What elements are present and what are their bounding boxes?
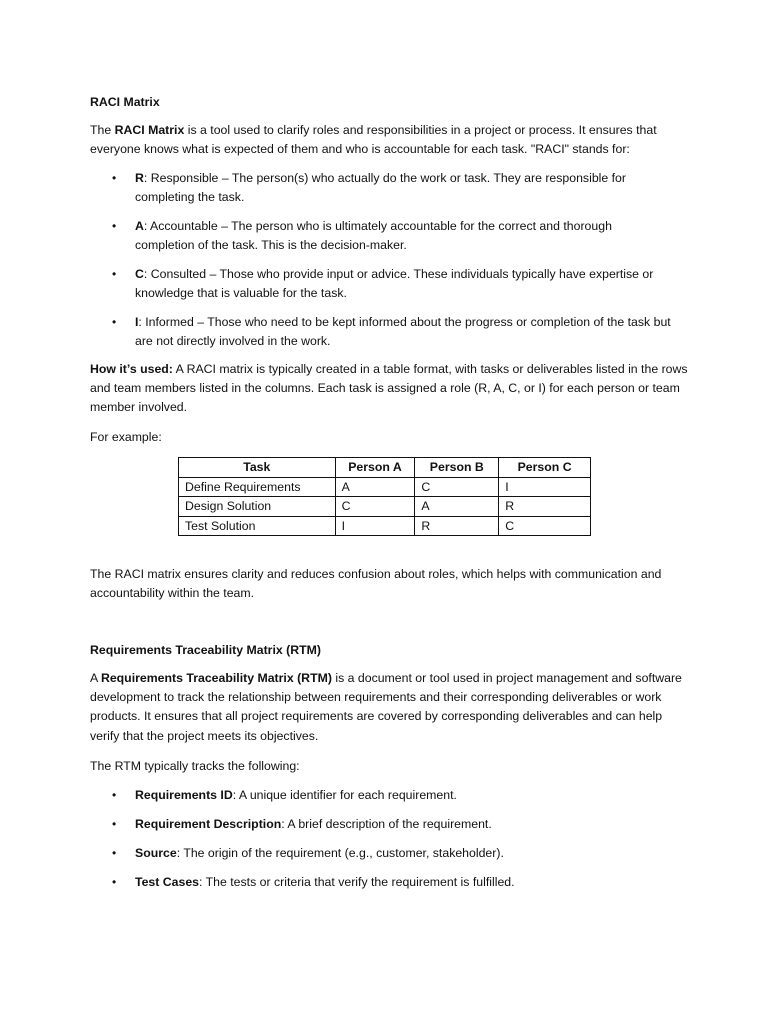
bullet-text: : Responsible – The person(s) who actually do the work or task. They are responsible for completing the task. bbox=[135, 171, 626, 205]
raci-intro-bold: RACI Matrix bbox=[114, 123, 185, 137]
bullet-key: R bbox=[135, 171, 144, 185]
table-row bbox=[179, 516, 591, 536]
table-cell: I bbox=[499, 477, 591, 497]
bullet-text: : The tests or criteria that verify the requirement is fulfilled. bbox=[199, 875, 515, 889]
table-row bbox=[179, 497, 591, 517]
bullet-key: I bbox=[135, 315, 139, 329]
table-cell: C bbox=[499, 516, 591, 536]
bullet-key: Requirement Description bbox=[135, 817, 282, 831]
table-cell: Define Requirements bbox=[179, 477, 336, 497]
bullet-icon: • bbox=[112, 788, 117, 802]
bullet-text: : A unique identifier for each requirement. bbox=[232, 788, 457, 802]
table-header-cell: Person B bbox=[415, 458, 499, 478]
bullet-icon: • bbox=[112, 315, 117, 329]
bullet-text: : Accountable – The person who is ultimately accountable for the correct and thorough completion of the task. This is the decision-maker. bbox=[135, 219, 612, 253]
bullet-key: C bbox=[135, 267, 144, 281]
rtm-intro-post: is a document or tool used in project management and software development to track the relationship between requirements and their corresponding deliverables or work products. It ensures that all project requirements are covered by corresponding deliverables and can help verify that the project meets its objectives. bbox=[90, 671, 682, 743]
table-header-cell: Task bbox=[179, 458, 336, 478]
raci-how-used-paragraph bbox=[90, 360, 690, 418]
bullet-key: Requirements ID bbox=[135, 788, 233, 802]
raci-intro-pre: The bbox=[90, 123, 115, 137]
bullet-icon: • bbox=[112, 171, 117, 185]
table-cell: R bbox=[499, 497, 591, 517]
bullet-text: : Informed – Those who need to be kept informed about the progress or completion of the task but are not directly involved in the work. bbox=[135, 315, 671, 349]
bullet-icon: • bbox=[112, 267, 117, 281]
bullet-icon: • bbox=[112, 219, 117, 233]
bullet-icon: • bbox=[112, 846, 117, 860]
table-cell: Test Solution bbox=[179, 516, 336, 536]
table-row bbox=[179, 477, 591, 497]
table-header-row bbox=[179, 458, 591, 478]
rtm-tracks-label: The RTM typically tracks the following: bbox=[90, 759, 300, 773]
bullet-text: : Consulted – Those who provide input or advice. These individuals typically have expertise or knowledge that is valuable for the task. bbox=[135, 267, 654, 301]
bullet-key: Source bbox=[135, 846, 177, 860]
raci-table bbox=[178, 457, 591, 536]
raci-intro-post: is a tool used to clarify roles and responsibilities in a project or process. It ensures that everyone knows what is expected of them and who is accountable for each task. "RACI" stands for: bbox=[90, 123, 657, 157]
table-cell: R bbox=[415, 516, 499, 536]
table-cell: A bbox=[335, 477, 415, 497]
table-cell: Design Solution bbox=[179, 497, 336, 517]
table-cell: I bbox=[335, 516, 415, 536]
example-label: For example: bbox=[90, 430, 162, 444]
table-cell: C bbox=[415, 477, 499, 497]
raci-heading: RACI Matrix bbox=[90, 95, 160, 109]
how-used-text: A RACI matrix is typically created in a table format, with tasks or deliverables listed in the rows and team members listed in the columns. Each task is assigned a role (R, A, C, or I) for each person or team member involved. bbox=[90, 362, 688, 415]
bullet-text: : The origin of the requirement (e.g., customer, stakeholder). bbox=[176, 846, 504, 860]
rtm-intro-bold: Requirements Traceability Matrix (RTM) bbox=[100, 671, 332, 685]
bullet-text: : A brief description of the requirement. bbox=[281, 817, 492, 831]
bullet-icon: • bbox=[112, 817, 117, 831]
raci-conclusion-paragraph: The RACI matrix ensures clarity and reduces confusion about roles, which helps with communication and accountability within the team. bbox=[90, 567, 662, 601]
bullet-key: Test Cases bbox=[135, 875, 200, 889]
how-used-label: How it’s used: bbox=[90, 362, 173, 376]
raci-intro-paragraph bbox=[90, 121, 690, 159]
table-cell: A bbox=[415, 497, 499, 517]
rtm-heading: Requirements Traceability Matrix (RTM) bbox=[90, 643, 321, 657]
table-header-cell: Person A bbox=[335, 458, 415, 478]
rtm-intro-paragraph bbox=[90, 669, 690, 746]
rtm-intro-pre: A bbox=[90, 671, 101, 685]
bullet-icon: • bbox=[112, 875, 117, 889]
table-cell: C bbox=[335, 497, 415, 517]
bullet-key: A bbox=[135, 219, 144, 233]
table-header-cell: Person C bbox=[499, 458, 591, 478]
